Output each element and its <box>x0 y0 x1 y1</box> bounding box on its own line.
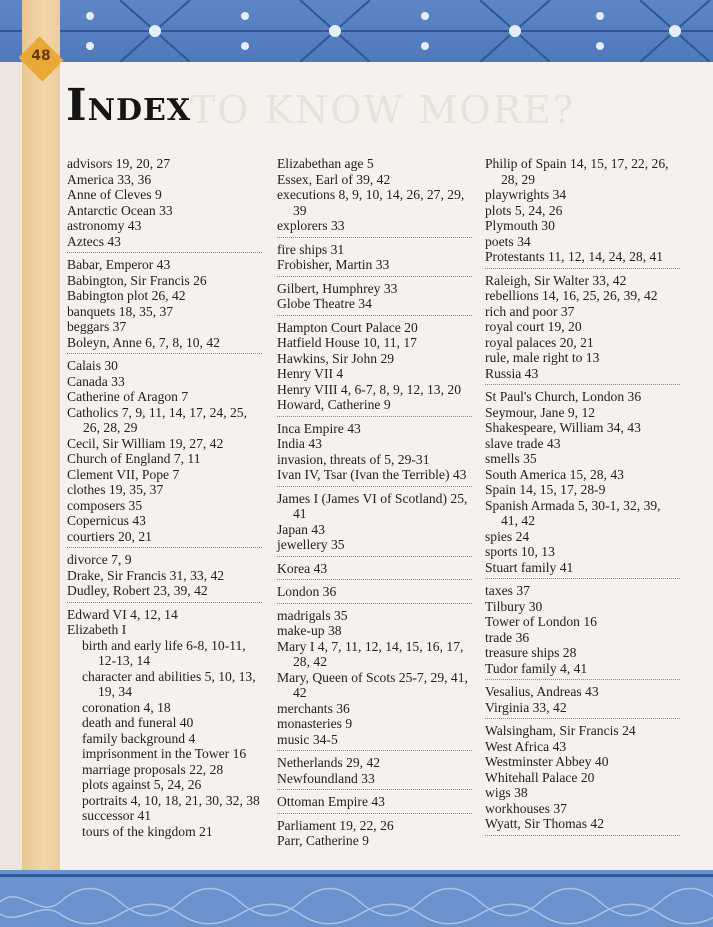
index-column-1 <box>67 156 262 846</box>
index-entry: madrigals 35 <box>277 607 348 623</box>
index-entry: Mary, Queen of Scots 25-7, 29, 41, 42 <box>277 669 468 700</box>
index-letter-group <box>277 242 472 277</box>
index-entry: America 33, 36 <box>67 171 152 187</box>
index-entry: taxes 37 <box>485 583 530 598</box>
index-entry: composers 35 <box>67 497 143 513</box>
show-through-heading: TO KNOW MORE? <box>190 88 576 132</box>
index-entry: Aztecs 43 <box>67 233 121 249</box>
index-entry: South America 15, 28, 43 <box>485 466 624 482</box>
index-entry: Ivan IV, Tsar (Ivan the Terrible) 43 <box>277 467 467 482</box>
index-entry: Elizabeth I <box>67 622 127 637</box>
index-entry: Stuart family 41 <box>485 559 574 575</box>
index-entry: Catherine of Aragon 7 <box>67 389 189 404</box>
index-letter-group <box>277 584 472 604</box>
index-entry: royal palaces 20, 21 <box>485 334 594 350</box>
index-entry: Drake, Sir Francis 31, 33, 42 <box>67 567 225 583</box>
index-entry: Vesalius, Andreas 43 <box>485 684 599 699</box>
index-entry: Newfoundland 33 <box>277 770 375 786</box>
index-letter-group <box>485 273 680 386</box>
top-decorative-band <box>0 0 713 62</box>
index-entry: Whitehall Palace 20 <box>485 769 595 785</box>
bottom-decorative-band <box>0 870 713 927</box>
index-subentry: family background 4 <box>82 730 196 746</box>
index-letter-group <box>277 561 472 581</box>
index-entry: Protestants 11, 12, 14, 24, 28, 41 <box>485 249 664 264</box>
index-entry: sports 10, 13 <box>485 544 555 559</box>
index-letter-group <box>277 491 472 557</box>
index-entry: St Paul's Church, London 36 <box>485 389 642 404</box>
index-entry: Tower of London 16 <box>485 614 597 629</box>
page-number: 48 <box>31 48 51 64</box>
index-entry: playwrights 34 <box>485 187 567 202</box>
index-entry: Walsingham, Sir Francis 24 <box>485 723 636 738</box>
index-entry: royal court 19, 20 <box>485 319 582 334</box>
index-entry: Westminster Abbey 40 <box>485 754 609 769</box>
index-entry: rebellions 14, 16, 25, 26, 39, 42 <box>485 288 658 303</box>
index-entry: Frobisher, Martin 33 <box>277 257 390 272</box>
index-entry: Elizabethan age 5 <box>277 156 374 171</box>
index-entry: plots 5, 24, 26 <box>485 202 563 218</box>
index-entry: Canada 33 <box>67 373 125 389</box>
index-entry: Babar, Emperor 43 <box>67 257 171 272</box>
index-entry: West Africa 43 <box>485 738 567 754</box>
index-entry: spies 24 <box>485 528 530 544</box>
index-entry: Globe Theatre 34 <box>277 296 372 311</box>
index-entry: slave trade 43 <box>485 435 561 451</box>
index-entry: rule, male right to 13 <box>485 350 600 365</box>
index-subentry: tours of the kingdom 21 <box>82 823 213 839</box>
index-entry: Raleigh, Sir Walter 33, 42 <box>485 272 627 288</box>
index-entry: jewellery 35 <box>277 537 345 552</box>
index-letter-group <box>277 608 472 752</box>
index-letter-group <box>277 818 472 852</box>
index-entry: beggars 37 <box>67 319 127 334</box>
star-pattern-icon <box>0 0 713 62</box>
index-letter-group <box>277 320 472 417</box>
index-entry: Mary I 4, 7, 11, 12, 14, 15, 16, 17, 28, 42 <box>277 638 464 669</box>
index-letter-group <box>67 552 262 603</box>
index-entry: Spain 14, 15, 17, 28-9 <box>485 482 606 497</box>
title-initial: I <box>66 80 88 131</box>
index-entry: Howard, Catherine 9 <box>277 397 391 412</box>
index-entry: Catholics 7, 9, 11, 14, 17, 24, 25, 26, 28, 29 <box>67 404 247 435</box>
index-letter-group <box>485 389 680 579</box>
index-entry: Babington plot 26, 42 <box>67 288 186 303</box>
index-entry: Seymour, Jane 9, 12 <box>485 404 596 420</box>
index-entry: Shakespeare, William 34, 43 <box>485 420 641 435</box>
index-entry: wigs 38 <box>485 785 528 800</box>
index-entry: Clement VII, Pope 7 <box>67 466 180 482</box>
index-subentry: birth and early life 6-8, 10-11, 12-13, 14 <box>82 637 246 668</box>
index-entry: Hampton Court Palace 20 <box>277 319 418 335</box>
index-letter-group <box>277 755 472 790</box>
index-entry: divorce 7, 9 <box>67 552 132 567</box>
index-entry: Tudor family 4, 41 <box>485 660 588 676</box>
index-entry: banquets 18, 35, 37 <box>67 303 174 319</box>
index-entry: Dudley, Robert 23, 39, 42 <box>67 583 208 598</box>
index-entry: fire ships 31 <box>277 241 345 257</box>
index-entry: Netherlands 29, 42 <box>277 755 381 770</box>
index-subentry: marriage proposals 22, 28 <box>82 761 224 777</box>
index-entry: Virginia 33, 42 <box>485 699 567 715</box>
index-subentry: death and funeral 40 <box>82 715 194 730</box>
index-entry: trade 36 <box>485 629 530 645</box>
index-entry: Calais 30 <box>67 358 118 373</box>
index-subentry: character and abilities 5, 10, 13, 19, 34 <box>82 668 256 699</box>
index-entry: courtiers 20, 21 <box>67 528 152 544</box>
index-letter-group <box>277 281 472 316</box>
index-entry: Church of England 7, 11 <box>67 451 201 466</box>
index-entry: poets 34 <box>485 233 531 249</box>
index-letter-group <box>67 358 262 548</box>
index-letter-group <box>485 156 680 269</box>
index-letter-group <box>67 156 262 253</box>
index-entry: Antarctic Ocean 33 <box>67 202 173 218</box>
index-entry: Copernicus 43 <box>67 513 146 528</box>
index-entry: Ottoman Empire 43 <box>277 794 385 809</box>
index-letter-group <box>277 156 472 238</box>
index-entry: Parliament 19, 22, 26 <box>277 817 394 833</box>
index-entry: Philip of Spain 14, 15, 17, 22, 26, 28, 29 <box>485 156 669 187</box>
index-entry: invasion, threats of 5, 29-31 <box>277 451 430 467</box>
index-entry: Tilbury 30 <box>485 598 543 614</box>
index-entry: Anne of Cleves 9 <box>67 187 162 202</box>
scroll-pattern-icon <box>0 870 713 927</box>
index-entry: workhouses 37 <box>485 800 567 816</box>
index-entry: London 36 <box>277 584 337 599</box>
index-subentry: portraits 4, 10, 18, 21, 30, 32, 38 <box>82 792 260 808</box>
index-letter-group <box>277 794 472 814</box>
index-entry: Edward VI 4, 12, 14 <box>67 606 178 622</box>
index-subentry: plots against 5, 24, 26 <box>82 777 202 792</box>
title-rest: NDEX <box>87 93 192 128</box>
index-entry: Cecil, Sir William 19, 27, 42 <box>67 435 224 451</box>
index-column-3 <box>485 156 680 840</box>
index-letter-group <box>67 257 262 354</box>
index-letter-group <box>67 607 262 843</box>
index-entry: merchants 36 <box>277 700 350 716</box>
index-column-2 <box>277 156 472 856</box>
index-entry: rich and poor 37 <box>485 303 575 319</box>
index-entry: Babington, Sir Francis 26 <box>67 272 207 288</box>
index-entry: Hawkins, Sir John 29 <box>277 350 395 366</box>
index-letter-group <box>485 684 680 719</box>
index-entry: Henry VII 4 <box>277 366 344 381</box>
index-entry: executions 8, 9, 10, 14, 26, 27, 29, 39 <box>277 187 465 218</box>
index-entry: Russia 43 <box>485 365 539 381</box>
index-letter-group <box>485 723 680 836</box>
index-entry: Boleyn, Anne 6, 7, 8, 10, 42 <box>67 334 220 350</box>
index-entry: Gilbert, Humphrey 33 <box>277 280 398 296</box>
index-entry: Parr, Catherine 9 <box>277 833 369 848</box>
index-entry: India 43 <box>277 436 322 451</box>
index-entry: Spanish Armada 5, 30-1, 32, 39, 41, 42 <box>485 497 661 528</box>
index-letter-group <box>485 583 680 680</box>
index-entry: Japan 43 <box>277 521 325 537</box>
index-entry: astronomy 43 <box>67 218 142 233</box>
index-entry: make-up 38 <box>277 623 342 638</box>
index-letter-group <box>277 421 472 487</box>
index-entry: explorers 33 <box>277 218 345 233</box>
index-entry: advisors 19, 20, 27 <box>67 156 171 171</box>
index-subentry: successor 41 <box>82 808 152 823</box>
left-margin-bar <box>22 0 60 927</box>
index-entry: music 34-5 <box>277 731 338 747</box>
index-entry: Essex, Earl of 39, 42 <box>277 171 391 187</box>
index-entry: Korea 43 <box>277 560 328 576</box>
index-entry: clothes 19, 35, 37 <box>67 482 164 497</box>
index-entry: Henry VIII 4, 6-7, 8, 9, 12, 13, 20 <box>277 381 461 397</box>
index-entry: James I (James VI of Scotland) 25, 41 <box>277 490 468 521</box>
index-entry: Inca Empire 43 <box>277 420 361 436</box>
index-entry: smells 35 <box>485 451 537 466</box>
page-title <box>66 80 192 131</box>
index-entry: treasure ships 28 <box>485 645 577 660</box>
index-entry: monasteries 9 <box>277 716 353 731</box>
index-entry: Plymouth 30 <box>485 218 555 233</box>
index-subentry: coronation 4, 18 <box>82 699 171 715</box>
index-entry: Hatfield House 10, 11, 17 <box>277 335 417 350</box>
index-subentry: imprisonment in the Tower 16 <box>82 746 247 761</box>
index-entry: Wyatt, Sir Thomas 42 <box>485 816 604 831</box>
